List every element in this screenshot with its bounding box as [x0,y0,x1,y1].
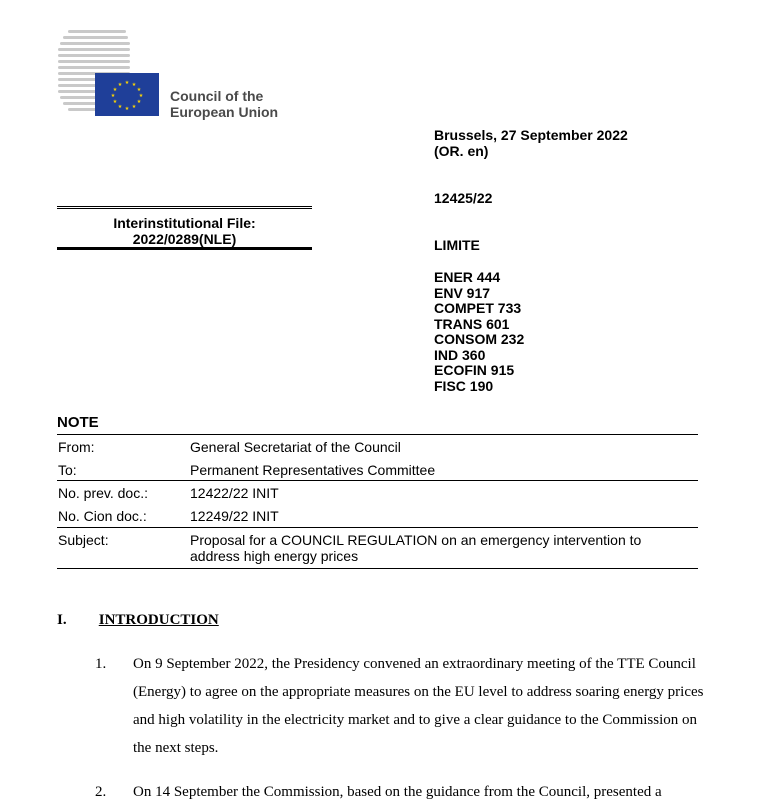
subject-codes [434,270,524,394]
table-row [57,508,698,524]
row-value: Proposal for a COUNCIL REGULATION on an emergency intervention to address high energy prices [190,532,642,564]
row-value: 12249/22 INIT [190,508,279,524]
section-heading [57,612,219,629]
original-language: (OR. en) [434,142,489,159]
subject-code: IND 360 [434,346,486,363]
table-row [57,462,698,478]
row-label: No. Cion doc.: [58,508,147,524]
svg-text:★: ★ [131,104,137,110]
subject-code: TRANS 601 [434,315,510,332]
table-row [57,439,698,455]
row-label: Subject: [58,532,109,548]
document-number: 12425/22 [434,190,493,206]
subject-code: FISC 190 [434,377,494,394]
table-row [57,532,698,564]
table-row [57,485,698,501]
svg-text:★: ★ [124,80,130,86]
svg-text:★: ★ [110,93,116,99]
row-label: To: [58,462,77,478]
classification-label: LIMITE [434,237,480,253]
row-value: 12422/22 INIT [190,485,279,501]
interinstitutional-file-label: Interinstitutional File: [113,215,256,231]
row-value: Permanent Representatives Committee [190,462,436,478]
paragraph [95,778,705,806]
paragraph-text: On 14 September the Commission, based on the guidance from the Council, presented a [133,784,662,800]
row-label: From: [58,439,95,455]
paragraph-text: On 9 September 2022, the Presidency convened an extraordinary meeting of the TTE Council (Energy) to agree on the appropriate measures on the EU level to address soaring energy prices and high volatility in the electricity market and to give a clear guidance to the Commission on the next steps. [133,656,704,756]
organisation-name-line2: European Union [170,104,279,120]
note-title: NOTE [57,414,99,431]
svg-text:★: ★ [117,104,123,110]
table-divider [57,527,698,528]
subject-code: ECOFIN 915 [434,362,515,378]
table-divider [57,480,698,481]
paragraph-number: 2. [95,784,107,800]
subject-code: CONSOM 232 [434,331,525,347]
svg-text:★: ★ [124,106,130,112]
row-label: No. prev. doc.: [58,485,149,501]
svg-text:★: ★ [138,93,144,99]
svg-text:★: ★ [131,82,137,88]
interinstitutional-file-number: 2022/0289(NLE) [132,231,237,247]
place-date: Brussels, 27 September 2022 [434,127,628,143]
organisation-name [170,88,278,120]
subject-code: ENV 917 [434,284,491,301]
interinstitutional-file-box [57,206,312,250]
subject-code: COMPET 733 [434,300,522,316]
section-number: I. [57,612,67,628]
svg-text:★: ★ [117,82,123,88]
section-title: INTRODUCTION [98,612,219,628]
svg-text:★: ★ [136,87,142,93]
svg-text:★: ★ [112,87,118,93]
document-date-block [434,128,628,159]
eu-flag-icon [95,73,159,116]
paragraph-number: 1. [95,656,107,672]
organisation-name-line1: Council of the [170,88,264,104]
svg-text:★: ★ [112,99,118,105]
subject-code: ENER 444 [434,269,501,285]
table-divider [57,568,698,569]
svg-text:★: ★ [136,99,142,105]
row-value: General Secretariat of the Council [190,439,401,455]
table-divider [57,434,698,435]
paragraph [95,650,705,762]
